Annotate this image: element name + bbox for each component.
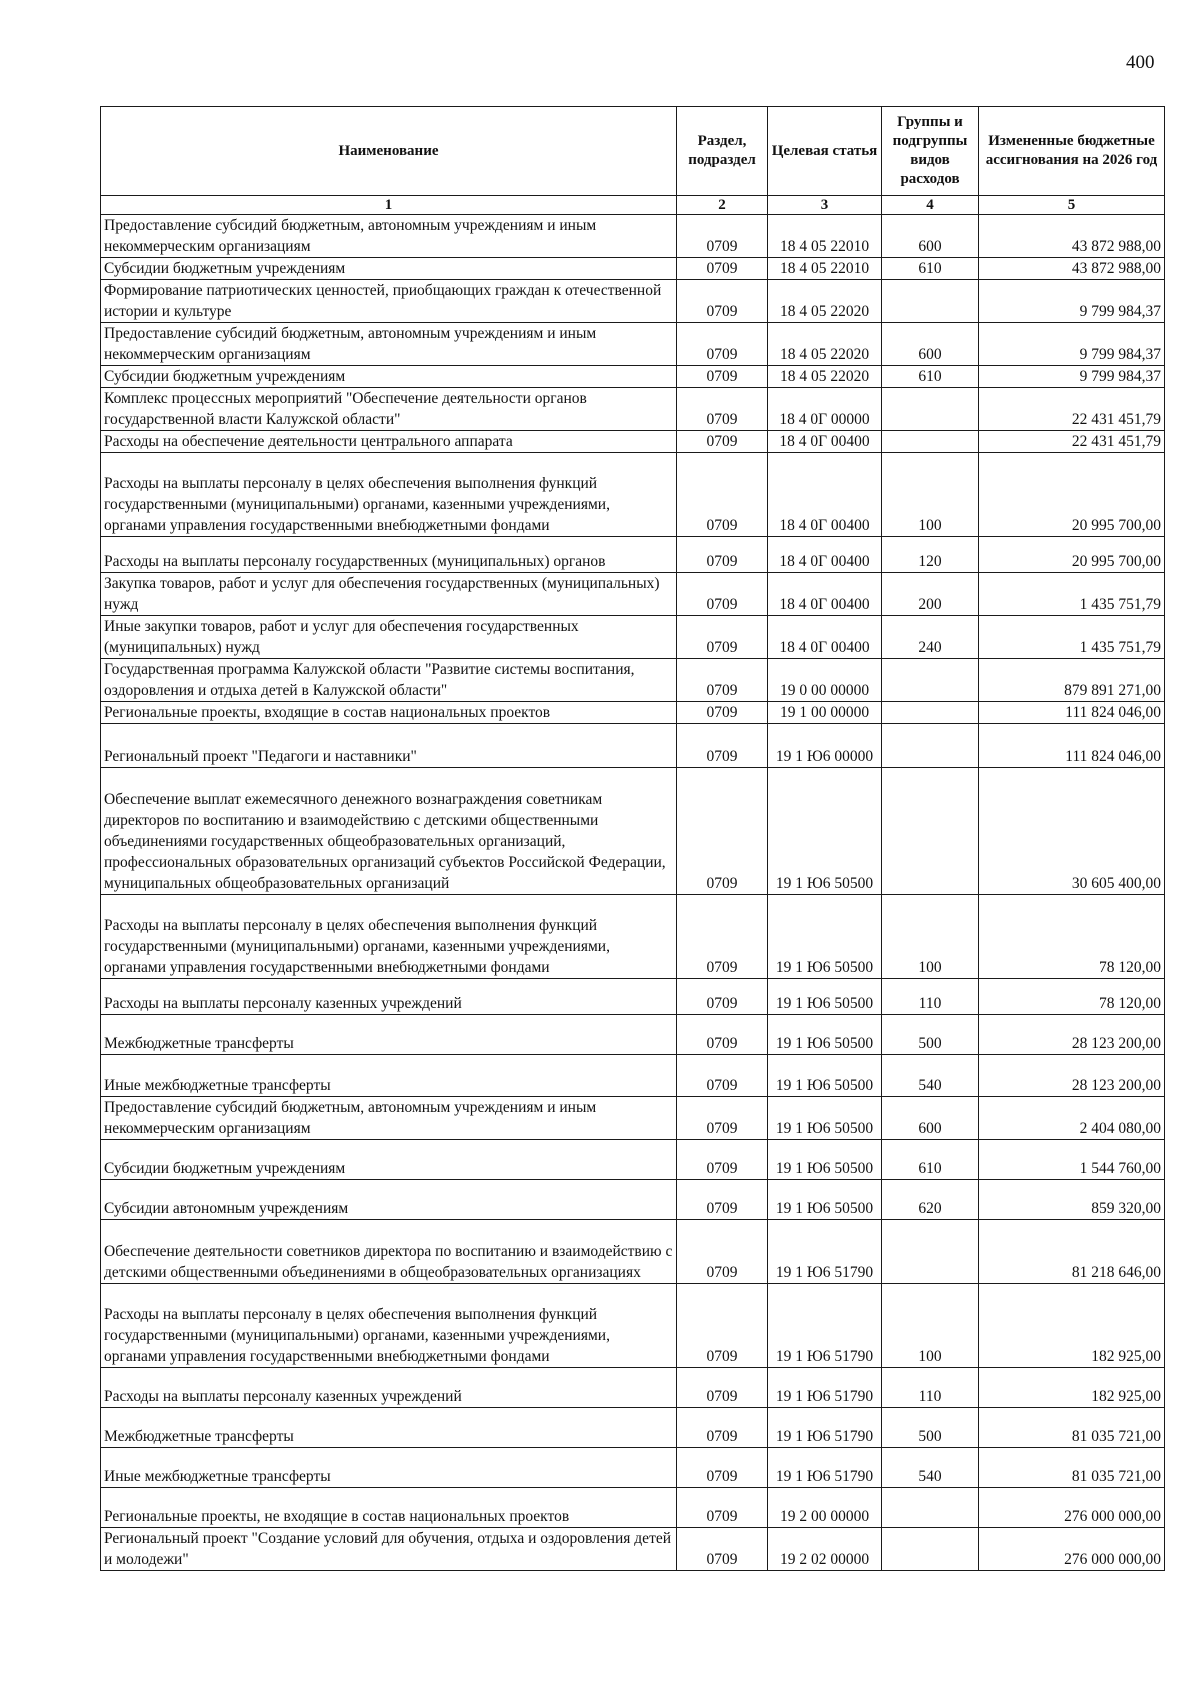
row-section: 0709 xyxy=(677,616,768,659)
row-amount: 879 891 271,00 xyxy=(979,659,1165,702)
row-section: 0709 xyxy=(677,537,768,573)
row-section: 0709 xyxy=(677,323,768,366)
row-target: 19 1 Ю6 51790 xyxy=(768,1284,882,1368)
row-group: 610 xyxy=(882,366,979,388)
table-row xyxy=(101,537,1165,573)
row-section: 0709 xyxy=(677,1448,768,1488)
row-name: Расходы на выплаты персоналу в целях обеспечения выполнения функций государственными (муниципальными) органами, казенными учреждениями, органами управления государственными внебюджетными фондами xyxy=(101,1284,677,1368)
row-section: 0709 xyxy=(677,1528,768,1571)
row-name: Закупка товаров, работ и услуг для обеспечения государственных (муниципальных) нужд xyxy=(101,573,677,616)
table-row xyxy=(101,1284,1165,1368)
row-section: 0709 xyxy=(677,431,768,453)
table-row xyxy=(101,724,1165,768)
table-row xyxy=(101,979,1165,1015)
row-name: Субсидии автономным учреждениям xyxy=(101,1180,677,1220)
table-row xyxy=(101,1180,1165,1220)
row-group xyxy=(882,388,979,431)
row-target: 19 1 Ю6 50500 xyxy=(768,1140,882,1180)
row-target: 19 0 00 00000 xyxy=(768,659,882,702)
row-section: 0709 xyxy=(677,573,768,616)
table-row xyxy=(101,1368,1165,1408)
row-group xyxy=(882,1488,979,1528)
row-name: Расходы на выплаты персоналу казенных учреждений xyxy=(101,1368,677,1408)
row-target: 19 2 02 00000 xyxy=(768,1528,882,1571)
row-amount: 20 995 700,00 xyxy=(979,453,1165,537)
row-group xyxy=(882,280,979,323)
table-row xyxy=(101,1448,1165,1488)
row-target: 19 1 Ю6 50500 xyxy=(768,1015,882,1055)
row-target: 19 1 Ю6 50500 xyxy=(768,768,882,895)
row-target: 18 4 0Г 00400 xyxy=(768,453,882,537)
row-amount: 81 218 646,00 xyxy=(979,1220,1165,1284)
row-target: 19 1 Ю6 51790 xyxy=(768,1408,882,1448)
row-target: 19 1 Ю6 51790 xyxy=(768,1368,882,1408)
row-target: 18 4 0Г 00400 xyxy=(768,537,882,573)
row-target: 18 4 05 22020 xyxy=(768,366,882,388)
table-row xyxy=(101,659,1165,702)
row-amount: 9 799 984,37 xyxy=(979,323,1165,366)
row-group xyxy=(882,1528,979,1571)
row-group: 100 xyxy=(882,1284,979,1368)
row-target: 19 2 00 00000 xyxy=(768,1488,882,1528)
row-name: Обеспечение деятельности советников директора по воспитанию и взаимодействию с детскими общественными объединениями в общеобразовательных организациях xyxy=(101,1220,677,1284)
row-section: 0709 xyxy=(677,1055,768,1097)
row-name: Иные закупки товаров, работ и услуг для обеспечения государственных (муниципальных) нужд xyxy=(101,616,677,659)
row-name: Обеспечение выплат ежемесячного денежного вознаграждения советникам директоров по воспитанию и взаимодействию с детскими общественными объединениями государственных общеобразовательных организаций, профессиональных образовательных организаций субъектов Российской Федерации, муниципальных общеобразовательных организаций xyxy=(101,768,677,895)
table-row xyxy=(101,258,1165,280)
column-number: 2 xyxy=(677,196,768,215)
row-target: 19 1 Ю6 50500 xyxy=(768,1055,882,1097)
row-group: 540 xyxy=(882,1448,979,1488)
row-amount: 1 435 751,79 xyxy=(979,573,1165,616)
row-target: 19 1 Ю6 50500 xyxy=(768,895,882,979)
row-name: Региональные проекты, не входящие в состав национальных проектов xyxy=(101,1488,677,1528)
row-group: 500 xyxy=(882,1015,979,1055)
row-section: 0709 xyxy=(677,724,768,768)
row-amount: 20 995 700,00 xyxy=(979,537,1165,573)
row-group: 610 xyxy=(882,258,979,280)
table-row xyxy=(101,323,1165,366)
row-group: 610 xyxy=(882,1140,979,1180)
row-name: Расходы на выплаты персоналу казенных учреждений xyxy=(101,979,677,1015)
table-row xyxy=(101,388,1165,431)
row-section: 0709 xyxy=(677,366,768,388)
row-section: 0709 xyxy=(677,895,768,979)
row-name: Межбюджетные трансферты xyxy=(101,1015,677,1055)
row-name: Субсидии бюджетным учреждениям xyxy=(101,1140,677,1180)
row-section: 0709 xyxy=(677,1180,768,1220)
row-amount: 81 035 721,00 xyxy=(979,1448,1165,1488)
table-row xyxy=(101,573,1165,616)
row-amount: 81 035 721,00 xyxy=(979,1408,1165,1448)
table-row xyxy=(101,1220,1165,1284)
row-amount: 859 320,00 xyxy=(979,1180,1165,1220)
row-group: 200 xyxy=(882,573,979,616)
row-target: 19 1 Ю6 50500 xyxy=(768,1097,882,1140)
table-row xyxy=(101,1408,1165,1448)
row-section: 0709 xyxy=(677,1488,768,1528)
row-amount: 182 925,00 xyxy=(979,1368,1165,1408)
row-group: 600 xyxy=(882,1097,979,1140)
table-body xyxy=(101,215,1165,1571)
row-group: 240 xyxy=(882,616,979,659)
table-row xyxy=(101,768,1165,895)
table-row xyxy=(101,1055,1165,1097)
table-row xyxy=(101,215,1165,258)
row-group: 600 xyxy=(882,323,979,366)
row-section: 0709 xyxy=(677,1368,768,1408)
header-target: Целевая статья xyxy=(768,107,882,196)
row-name: Иные межбюджетные трансферты xyxy=(101,1055,677,1097)
row-target: 19 1 Ю6 50500 xyxy=(768,979,882,1015)
row-amount: 276 000 000,00 xyxy=(979,1528,1165,1571)
row-section: 0709 xyxy=(677,1140,768,1180)
table-row xyxy=(101,1015,1165,1055)
row-group xyxy=(882,659,979,702)
row-group xyxy=(882,724,979,768)
row-amount: 78 120,00 xyxy=(979,979,1165,1015)
row-section: 0709 xyxy=(677,388,768,431)
row-name: Предоставление субсидий бюджетным, автономным учреждениям и иным некоммерческим организациям xyxy=(101,1097,677,1140)
row-name: Иные межбюджетные трансферты xyxy=(101,1448,677,1488)
row-name: Предоставление субсидий бюджетным, автономным учреждениям и иным некоммерческим организациям xyxy=(101,215,677,258)
table-row xyxy=(101,1488,1165,1528)
row-name: Региональный проект "Создание условий для обучения, отдыха и оздоровления детей и молодежи" xyxy=(101,1528,677,1571)
row-section: 0709 xyxy=(677,1015,768,1055)
row-section: 0709 xyxy=(677,1097,768,1140)
row-section: 0709 xyxy=(677,280,768,323)
row-target: 19 1 Ю6 00000 xyxy=(768,724,882,768)
header-section: Раздел, подраздел xyxy=(677,107,768,196)
row-group: 540 xyxy=(882,1055,979,1097)
table-row xyxy=(101,895,1165,979)
row-amount: 182 925,00 xyxy=(979,1284,1165,1368)
row-name: Комплекс процессных мероприятий "Обеспечение деятельности органов государственной власти Калужской области" xyxy=(101,388,677,431)
row-amount: 28 123 200,00 xyxy=(979,1015,1165,1055)
row-section: 0709 xyxy=(677,768,768,895)
row-name: Межбюджетные трансферты xyxy=(101,1408,677,1448)
row-group: 110 xyxy=(882,979,979,1015)
table-row xyxy=(101,366,1165,388)
row-group: 110 xyxy=(882,1368,979,1408)
row-name: Региональный проект "Педагоги и наставники" xyxy=(101,724,677,768)
row-target: 19 1 Ю6 51790 xyxy=(768,1448,882,1488)
row-amount: 43 872 988,00 xyxy=(979,215,1165,258)
row-section: 0709 xyxy=(677,702,768,724)
table-header xyxy=(101,107,1165,215)
row-amount: 111 824 046,00 xyxy=(979,724,1165,768)
row-target: 18 4 0Г 00000 xyxy=(768,388,882,431)
table-row xyxy=(101,280,1165,323)
column-number: 3 xyxy=(768,196,882,215)
header-groups: Группы и подгруппы видов расходов xyxy=(882,107,979,196)
row-name: Региональные проекты, входящие в состав национальных проектов xyxy=(101,702,677,724)
row-name: Предоставление субсидий бюджетным, автономным учреждениям и иным некоммерческим организациям xyxy=(101,323,677,366)
row-name: Расходы на выплаты персоналу в целях обеспечения выполнения функций государственными (муниципальными) органами, казенными учреждениями, органами управления государственными внебюджетными фондами xyxy=(101,453,677,537)
table-row xyxy=(101,1140,1165,1180)
row-target: 18 4 0Г 00400 xyxy=(768,573,882,616)
row-group: 100 xyxy=(882,895,979,979)
row-name: Расходы на обеспечение деятельности центрального аппарата xyxy=(101,431,677,453)
row-target: 19 1 Ю6 51790 xyxy=(768,1220,882,1284)
row-group: 620 xyxy=(882,1180,979,1220)
row-group: 600 xyxy=(882,215,979,258)
row-amount: 1 435 751,79 xyxy=(979,616,1165,659)
row-group xyxy=(882,431,979,453)
row-amount: 9 799 984,37 xyxy=(979,280,1165,323)
row-amount: 22 431 451,79 xyxy=(979,431,1165,453)
row-group xyxy=(882,1220,979,1284)
row-target: 19 1 00 00000 xyxy=(768,702,882,724)
column-number: 1 xyxy=(101,196,677,215)
row-section: 0709 xyxy=(677,453,768,537)
column-number: 5 xyxy=(979,196,1165,215)
header-name: Наименование xyxy=(101,107,677,196)
row-name: Субсидии бюджетным учреждениям xyxy=(101,366,677,388)
row-target: 18 4 05 22020 xyxy=(768,280,882,323)
row-amount: 1 544 760,00 xyxy=(979,1140,1165,1180)
row-amount: 9 799 984,37 xyxy=(979,366,1165,388)
row-amount: 276 000 000,00 xyxy=(979,1488,1165,1528)
row-section: 0709 xyxy=(677,1220,768,1284)
row-name: Расходы на выплаты персоналу государственных (муниципальных) органов xyxy=(101,537,677,573)
row-group xyxy=(882,768,979,895)
row-target: 19 1 Ю6 50500 xyxy=(768,1180,882,1220)
row-name: Формирование патриотических ценностей, приобщающих граждан к отечественной истории и культуре xyxy=(101,280,677,323)
column-number: 4 xyxy=(882,196,979,215)
row-group: 100 xyxy=(882,453,979,537)
row-amount: 78 120,00 xyxy=(979,895,1165,979)
table-row xyxy=(101,431,1165,453)
table-row xyxy=(101,616,1165,659)
row-section: 0709 xyxy=(677,1408,768,1448)
row-section: 0709 xyxy=(677,659,768,702)
table-row xyxy=(101,453,1165,537)
budget-table xyxy=(100,106,1165,1571)
table-row xyxy=(101,1097,1165,1140)
row-amount: 2 404 080,00 xyxy=(979,1097,1165,1140)
row-target: 18 4 05 22010 xyxy=(768,258,882,280)
row-group: 500 xyxy=(882,1408,979,1448)
row-target: 18 4 0Г 00400 xyxy=(768,431,882,453)
table-row xyxy=(101,1528,1165,1571)
header-amount: Измененные бюджетные ассигнования на 2026 год xyxy=(979,107,1165,196)
row-section: 0709 xyxy=(677,1284,768,1368)
page-number: 400 xyxy=(1126,52,1155,73)
row-target: 18 4 0Г 00400 xyxy=(768,616,882,659)
row-group xyxy=(882,702,979,724)
row-target: 18 4 05 22010 xyxy=(768,215,882,258)
row-target: 18 4 05 22020 xyxy=(768,323,882,366)
row-amount: 28 123 200,00 xyxy=(979,1055,1165,1097)
row-section: 0709 xyxy=(677,215,768,258)
row-group: 120 xyxy=(882,537,979,573)
row-name: Субсидии бюджетным учреждениям xyxy=(101,258,677,280)
row-amount: 111 824 046,00 xyxy=(979,702,1165,724)
row-amount: 22 431 451,79 xyxy=(979,388,1165,431)
row-section: 0709 xyxy=(677,258,768,280)
row-amount: 43 872 988,00 xyxy=(979,258,1165,280)
row-section: 0709 xyxy=(677,979,768,1015)
row-name: Государственная программа Калужской области "Развитие системы воспитания, оздоровления и отдыха детей в Калужской области" xyxy=(101,659,677,702)
table-row xyxy=(101,702,1165,724)
row-name: Расходы на выплаты персоналу в целях обеспечения выполнения функций государственными (муниципальными) органами, казенными учреждениями, органами управления государственными внебюджетными фондами xyxy=(101,895,677,979)
row-amount: 30 605 400,00 xyxy=(979,768,1165,895)
